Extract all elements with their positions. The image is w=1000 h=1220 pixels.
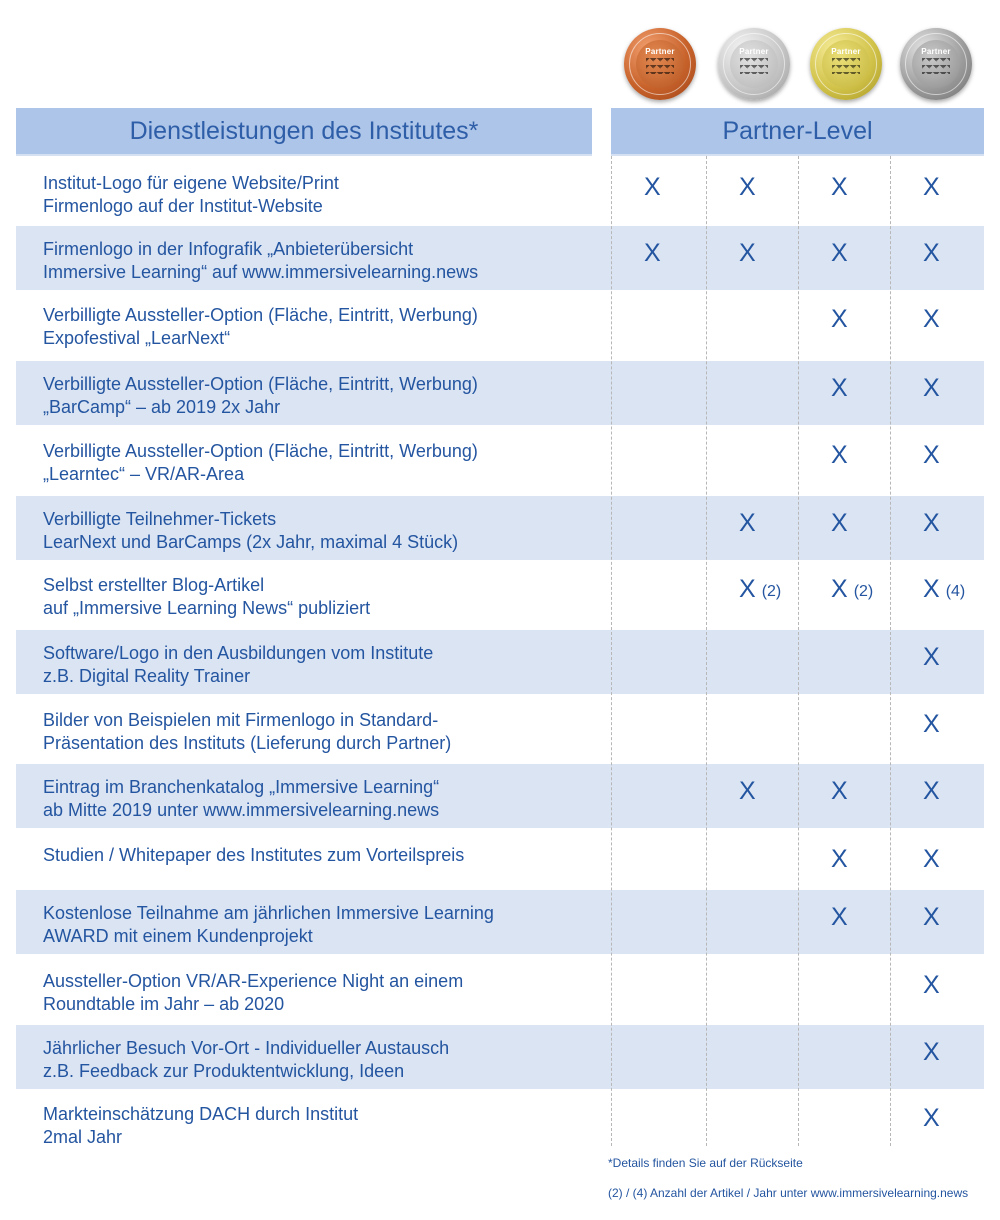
level-cell: [891, 428, 985, 492]
level-cell: [612, 361, 706, 425]
x-mark-icon: X: [831, 173, 848, 201]
level-cell: [612, 764, 706, 828]
medal-label: Partner: [831, 47, 861, 56]
table-row: [16, 1091, 984, 1155]
service-line: 2mal Jahr: [43, 1127, 123, 1147]
service-description: [43, 776, 603, 822]
partner-medals: [0, 28, 1000, 106]
check-mark: [923, 574, 965, 607]
service-line: Präsentation des Instituts (Lieferung durch Partner): [43, 733, 452, 753]
service-description: [43, 1037, 603, 1083]
table-row: [16, 890, 984, 954]
x-mark-icon: X: [831, 575, 848, 603]
level-cell: [612, 160, 706, 224]
x-mark-icon: X: [923, 374, 940, 402]
x-mark-icon: X: [739, 509, 756, 537]
service-line: Aussteller-Option VR/AR-Experience Night an einem: [43, 971, 464, 991]
level-cell: [799, 496, 893, 560]
x-mark-icon: X: [923, 173, 940, 201]
check-mark: [923, 709, 940, 739]
check-mark: [831, 508, 848, 538]
x-mark-icon: X: [923, 971, 940, 999]
x-mark-icon: X: [923, 710, 940, 738]
level-cell: [707, 562, 801, 626]
platin-medal-icon: [900, 28, 972, 100]
service-line: Software/Logo in den Ausbildungen vom Institute: [43, 643, 434, 663]
level-cell: [707, 832, 801, 896]
table-row: [16, 160, 984, 224]
check-mark: [923, 776, 940, 806]
x-mark-icon: X: [923, 777, 940, 805]
table-row: [16, 562, 984, 626]
x-mark-icon: X: [831, 903, 848, 931]
service-line: Selbst erstellter Blog-Artikel: [43, 575, 265, 595]
level-cell: [799, 160, 893, 224]
level-cell: [799, 958, 893, 1022]
x-mark-icon: X: [831, 509, 848, 537]
x-mark-icon: X: [739, 239, 756, 267]
medal-label: Partner: [921, 47, 951, 56]
check-mark: [923, 970, 940, 1000]
check-mark: [923, 642, 940, 672]
level-cell: [891, 226, 985, 290]
x-mark-icon: X: [831, 239, 848, 267]
level-cell: [612, 562, 706, 626]
level-cell: [799, 697, 893, 761]
x-mark-icon: X: [739, 173, 756, 201]
check-mark: [831, 844, 848, 874]
service-line: Expofestival „LearNext“: [43, 328, 231, 348]
level-cell: [707, 428, 801, 492]
check-mark: [739, 574, 781, 607]
medal-label: Partner: [739, 47, 769, 56]
check-mark: [923, 238, 940, 268]
article-count-note: (4): [945, 583, 966, 600]
check-mark: [831, 304, 848, 334]
service-description: [43, 902, 603, 948]
check-mark: [923, 508, 940, 538]
level-cell: [612, 958, 706, 1022]
service-line: Bilder von Beispielen mit Firmenlogo in Standard-: [43, 710, 439, 730]
level-cell: [707, 292, 801, 356]
table-row: [16, 428, 984, 492]
service-description: [43, 172, 603, 218]
level-cell: [799, 428, 893, 492]
article-count-note: (2): [853, 583, 874, 600]
check-mark: [644, 172, 661, 202]
check-mark: [923, 304, 940, 334]
medal-label: Partner: [645, 47, 675, 56]
level-cell: [891, 496, 985, 560]
level-cell: [799, 630, 893, 694]
level-cell: [799, 292, 893, 356]
service-line: Jährlicher Besuch Vor-Ort - Individueller Austausch: [43, 1038, 450, 1058]
check-mark: [831, 440, 848, 470]
partner-level-header: Partner-Level: [611, 108, 984, 156]
x-mark-icon: X: [923, 239, 940, 267]
check-mark: [831, 574, 873, 607]
table-row: [16, 496, 984, 560]
x-mark-icon: X: [739, 575, 756, 603]
service-description: [43, 642, 603, 688]
level-cell: [612, 697, 706, 761]
check-mark: [644, 238, 661, 268]
x-mark-icon: X: [644, 173, 661, 201]
level-cell: [612, 428, 706, 492]
level-cell: [891, 630, 985, 694]
services-header: Dienstleistungen des Institutes*: [16, 108, 592, 156]
x-mark-icon: X: [923, 509, 940, 537]
service-line: Roundtable im Jahr – ab 2020: [43, 994, 285, 1014]
x-mark-icon: X: [923, 441, 940, 469]
service-line: AWARD mit einem Kundenprojekt: [43, 926, 313, 946]
level-cell: [891, 361, 985, 425]
footnote-articles: (2) / (4) Anzahl der Artikel / Jahr unter www.immersivelearning.news: [608, 1186, 969, 1200]
level-cell: [707, 160, 801, 224]
service-line: Immersive Learning“ auf www.immersivelearning.news: [43, 262, 479, 282]
service-line: Verbilligte Aussteller-Option (Fläche, Eintritt, Werbung): [43, 305, 478, 325]
table-row: [16, 832, 984, 896]
check-mark: [923, 844, 940, 874]
footnote-details: *Details finden Sie auf der Rückseite: [608, 1156, 803, 1170]
table-row: [16, 1025, 984, 1089]
service-description: [43, 440, 603, 486]
x-mark-icon: X: [923, 845, 940, 873]
table-row: [16, 697, 984, 761]
level-cell: [891, 697, 985, 761]
x-mark-icon: X: [923, 903, 940, 931]
table-row: [16, 764, 984, 828]
level-cell: [891, 1025, 985, 1089]
service-line: z.B. Digital Reality Trainer: [43, 666, 251, 686]
level-cell: [707, 630, 801, 694]
level-cell: [612, 832, 706, 896]
x-mark-icon: X: [831, 845, 848, 873]
level-cell: [891, 160, 985, 224]
check-mark: [923, 440, 940, 470]
service-line: Markteinschätzung DACH durch Institut: [43, 1104, 359, 1124]
level-cell: [799, 361, 893, 425]
service-description: [43, 238, 603, 284]
level-cell: [891, 764, 985, 828]
silver-medal-icon: [718, 28, 790, 100]
service-line: Kostenlose Teilnahme am jährlichen Immersive Learning: [43, 903, 494, 923]
service-line: Verbilligte Teilnehmer-Tickets: [43, 509, 277, 529]
service-description: [43, 844, 603, 867]
level-cell: [612, 226, 706, 290]
service-description: [43, 304, 603, 350]
level-cell: [707, 1091, 801, 1155]
level-cell: [612, 1025, 706, 1089]
x-mark-icon: X: [739, 777, 756, 805]
service-line: Verbilligte Aussteller-Option (Fläche, Eintritt, Werbung): [43, 441, 478, 461]
table-row: [16, 292, 984, 356]
level-cell: [612, 890, 706, 954]
level-cell: [707, 226, 801, 290]
level-cell: [612, 292, 706, 356]
service-description: [43, 508, 603, 554]
check-mark: [923, 172, 940, 202]
service-line: ab Mitte 2019 unter www.immersivelearning.news: [43, 800, 440, 820]
service-line: Firmenlogo in der Infografik „Anbieterübersicht: [43, 239, 414, 259]
level-cell: [707, 890, 801, 954]
service-line: z.B. Feedback zur Produktentwicklung, Ideen: [43, 1061, 405, 1081]
level-cell: [707, 697, 801, 761]
x-mark-icon: X: [644, 239, 661, 267]
service-line: LearNext und BarCamps (2x Jahr, maximal 4 Stück): [43, 532, 459, 552]
level-cell: [891, 562, 985, 626]
level-cell: [891, 890, 985, 954]
level-cell: [799, 890, 893, 954]
check-mark: [739, 238, 756, 268]
x-mark-icon: X: [923, 643, 940, 671]
level-cell: [799, 1091, 893, 1155]
check-mark: [831, 776, 848, 806]
x-mark-icon: X: [923, 1038, 940, 1066]
service-description: [43, 373, 603, 419]
service-line: Studien / Whitepaper des Institutes zum Vorteilspreis: [43, 845, 465, 865]
table-row: [16, 226, 984, 290]
level-cell: [707, 958, 801, 1022]
service-line: „Learntec“ – VR/AR-Area: [43, 464, 245, 484]
table-row: [16, 958, 984, 1022]
check-mark: [923, 902, 940, 932]
bronze-medal-icon: [624, 28, 696, 100]
level-cell: [799, 764, 893, 828]
check-mark: [923, 1037, 940, 1067]
x-mark-icon: X: [923, 1104, 940, 1132]
service-line: Verbilligte Aussteller-Option (Fläche, Eintritt, Werbung): [43, 374, 478, 394]
check-mark: [739, 172, 756, 202]
service-line: Eintrag im Branchenkatalog „Immersive Learning“: [43, 777, 440, 797]
service-line: Institut-Logo für eigene Website/Print: [43, 173, 339, 193]
check-mark: [831, 172, 848, 202]
check-mark: [923, 373, 940, 403]
level-cell: [612, 496, 706, 560]
check-mark: [739, 776, 756, 806]
check-mark: [831, 238, 848, 268]
service-description: [43, 709, 603, 755]
check-mark: [739, 508, 756, 538]
level-cell: [799, 1025, 893, 1089]
table-row: [16, 630, 984, 694]
gold-medal-icon: [810, 28, 882, 100]
level-cell: [799, 226, 893, 290]
service-line: Firmenlogo auf der Institut-Website: [43, 196, 323, 216]
level-cell: [612, 1091, 706, 1155]
x-mark-icon: X: [831, 305, 848, 333]
x-mark-icon: X: [923, 575, 940, 603]
table-row: [16, 361, 984, 425]
check-mark: [831, 373, 848, 403]
level-cell: [891, 958, 985, 1022]
check-mark: [831, 902, 848, 932]
x-mark-icon: X: [831, 441, 848, 469]
service-line: „BarCamp“ – ab 2019 2x Jahr: [43, 397, 281, 417]
service-line: auf „Immersive Learning News“ publiziert: [43, 598, 371, 618]
level-cell: [612, 630, 706, 694]
level-cell: [799, 832, 893, 896]
level-cell: [799, 562, 893, 626]
level-cell: [891, 292, 985, 356]
x-mark-icon: X: [831, 777, 848, 805]
level-cell: [707, 1025, 801, 1089]
level-cell: [891, 1091, 985, 1155]
service-description: [43, 1103, 603, 1149]
level-cell: [707, 496, 801, 560]
service-description: [43, 970, 603, 1016]
level-cell: [891, 832, 985, 896]
level-cell: [707, 361, 801, 425]
service-description: [43, 574, 603, 620]
article-count-note: (2): [761, 583, 782, 600]
x-mark-icon: X: [831, 374, 848, 402]
level-cell: [707, 764, 801, 828]
check-mark: [923, 1103, 940, 1133]
x-mark-icon: X: [923, 305, 940, 333]
